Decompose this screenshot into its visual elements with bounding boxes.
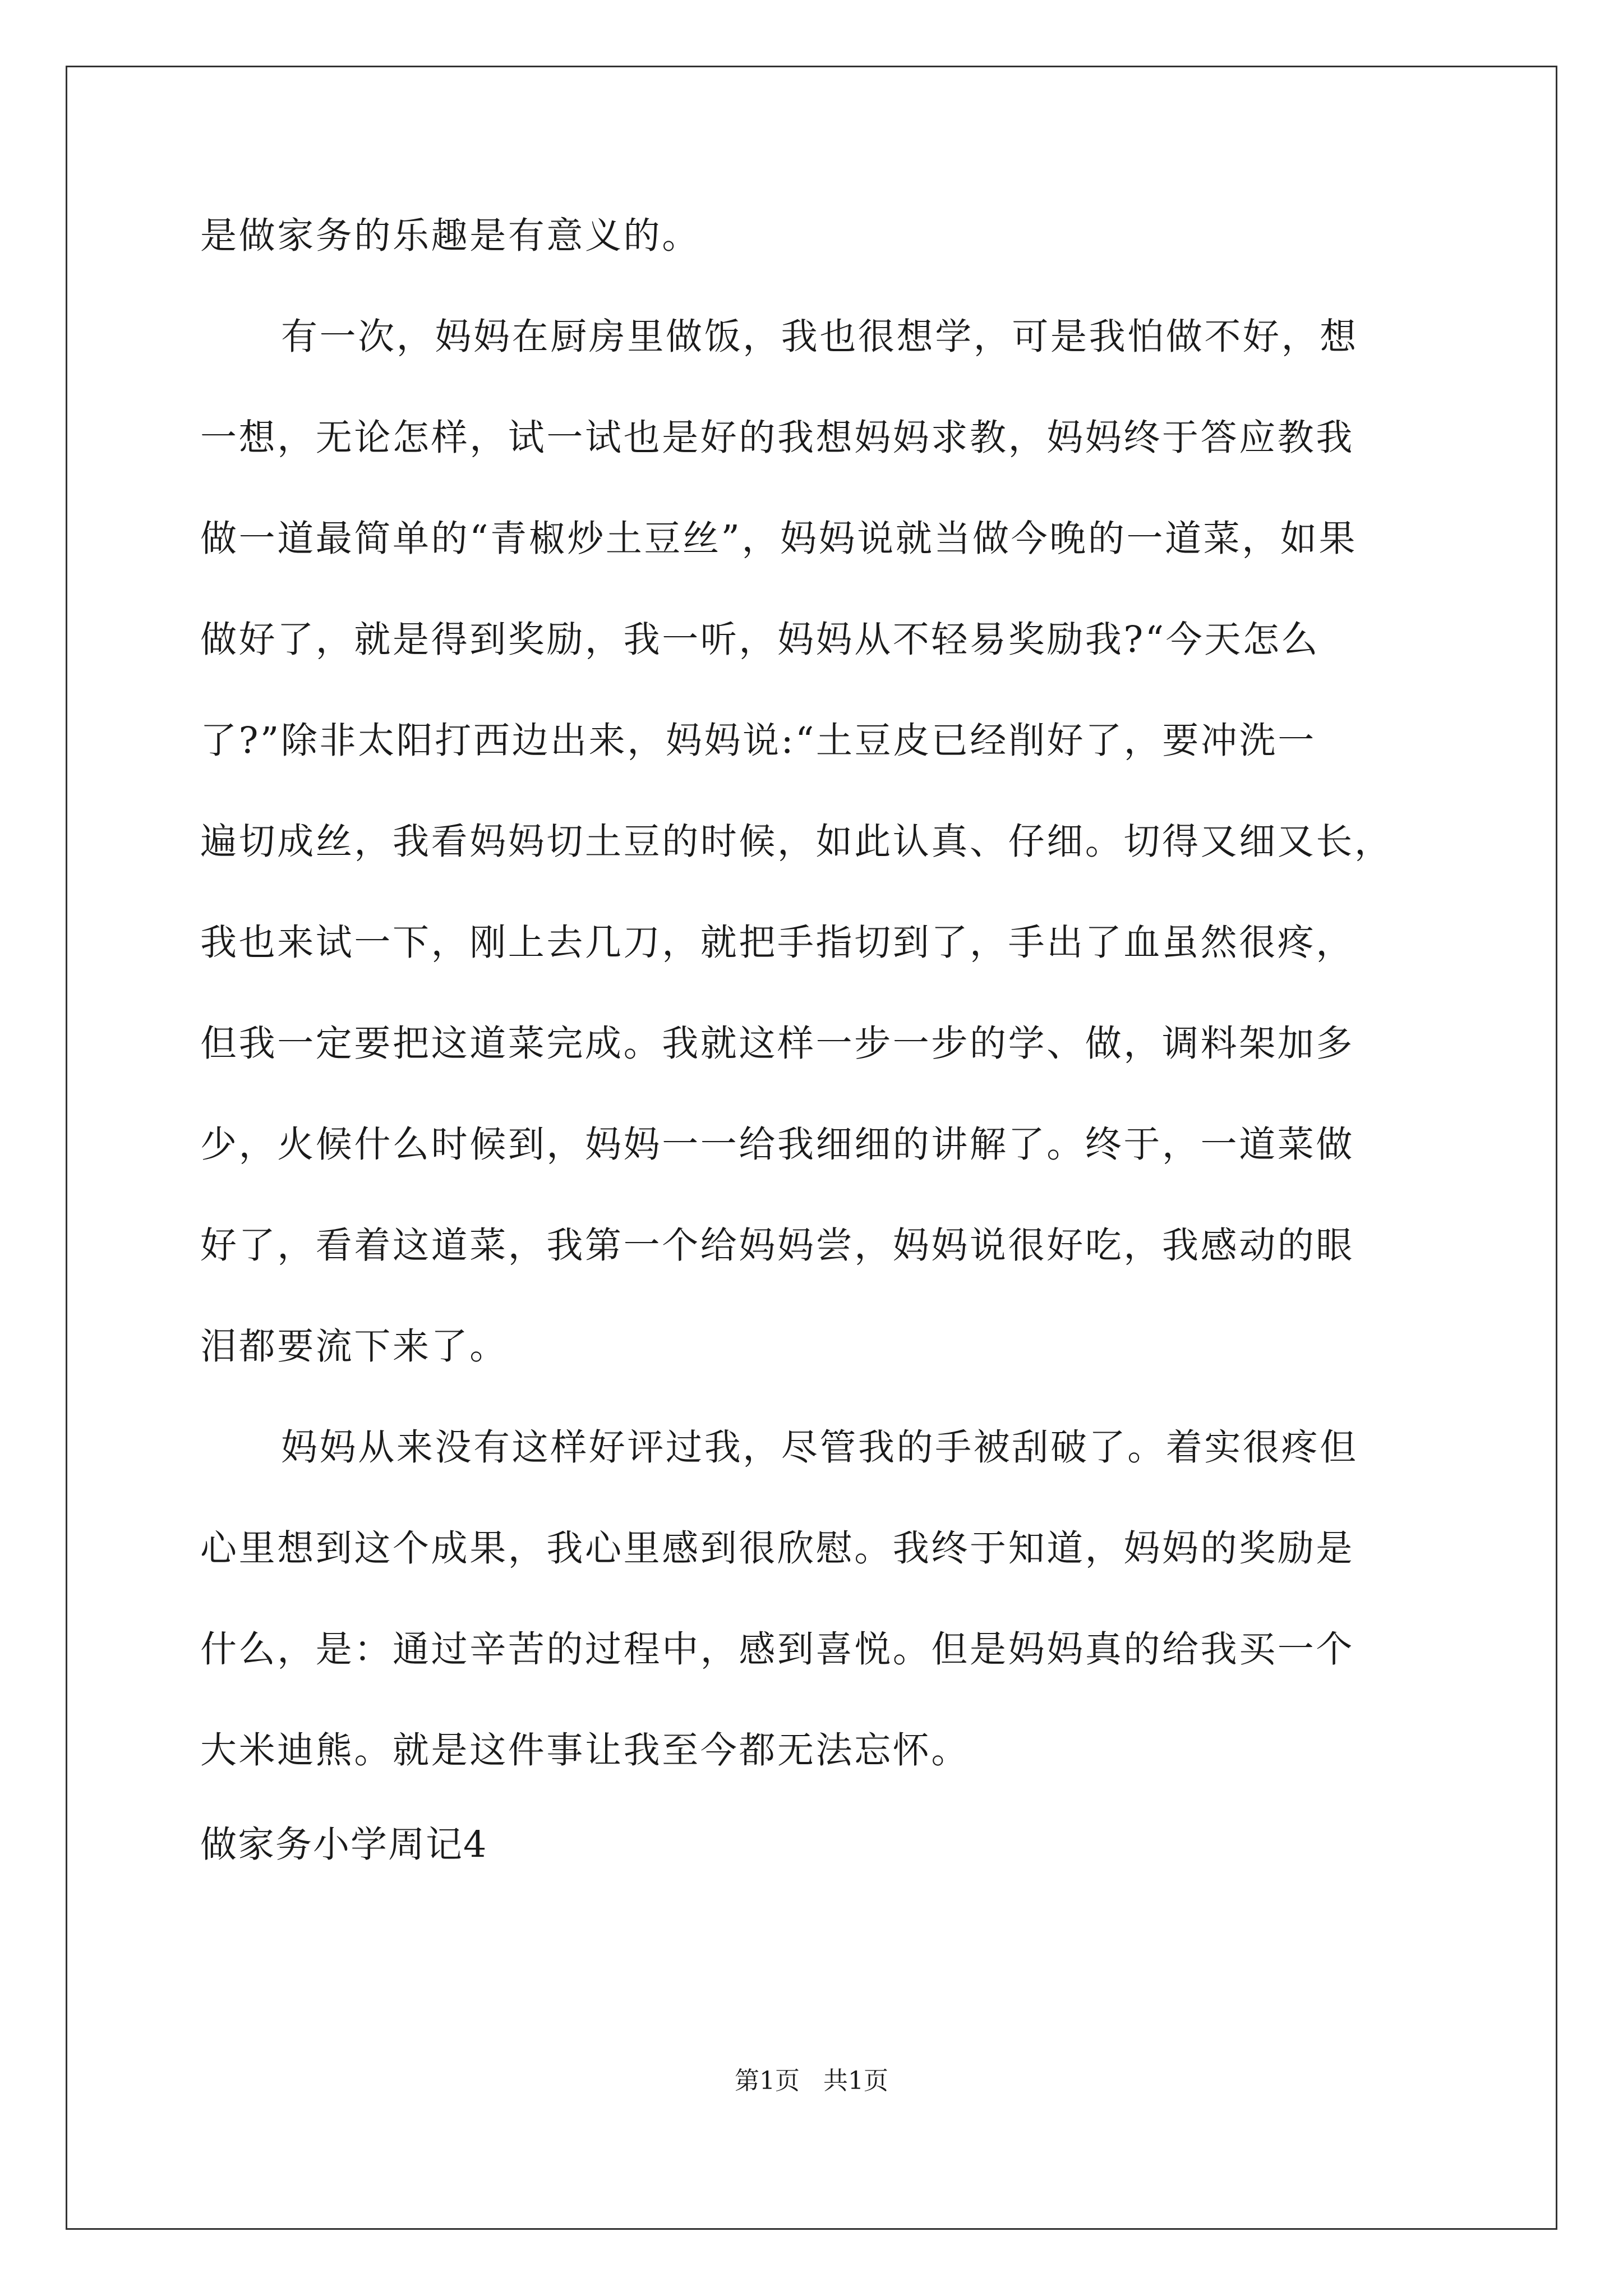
text-line: 有一次，妈妈在厨房里做饭，我也很想学，可是我怕做不好，想 [281, 316, 1358, 358]
text-line: 遍切成丝，我看妈妈切土豆的时候，如此认真、仔细。切得又细又长， [200, 821, 1393, 863]
text-line: 做好了，就是得到奖励，我一听，妈妈从不轻易奖励我?“今天怎么 [200, 619, 1320, 661]
page-number-footer: 第1页 共1页 [735, 2067, 888, 2095]
text-line: 少，火候什么时候到，妈妈一一给我细细的讲解了。终于，一道菜做 [200, 1124, 1355, 1166]
text-line: 做一道最简单的“青椒炒土豆丝”，妈妈说就当做今晚的一道菜，如果 [200, 518, 1358, 560]
section-heading: 做家务小学周记4 [200, 1824, 488, 1866]
text-line: 但我一定要把这道菜完成。我就这样一步一步的学、做，调料架加多 [200, 1023, 1355, 1065]
text-line: 大米迪熊。就是这件事让我至今都无法忘怀。 [200, 1729, 970, 1772]
text-line: 我也来试一下，刚上去几刀，就把手指切到了，手出了血虽然很疼， [200, 922, 1355, 964]
text-line: 妈妈从来没有这样好评过我，尽管我的手被刮破了。着实很疼但 [281, 1427, 1358, 1469]
text-line: 了?”除非太阳打西边出来，妈妈说:“土豆皮已经削好了，要冲洗一 [200, 720, 1316, 762]
text-line: 心里想到这个成果，我心里感到很欣慰。我终于知道，妈妈的奖励是 [200, 1527, 1355, 1570]
text-line: 泪都要流下来了。 [200, 1326, 508, 1368]
text-line: 好了，看着这道菜，我第一个给妈妈尝，妈妈说很好吃，我感动的眼 [200, 1225, 1355, 1267]
text-line: 什么，是：通过辛苦的过程中，感到喜悦。但是妈妈真的给我买一个 [200, 1628, 1355, 1671]
text-line: 一想，无论怎样，试一试也是好的我想妈妈求教，妈妈终于答应教我 [200, 417, 1355, 459]
text-line: 是做家务的乐趣是有意义的。 [200, 215, 700, 257]
